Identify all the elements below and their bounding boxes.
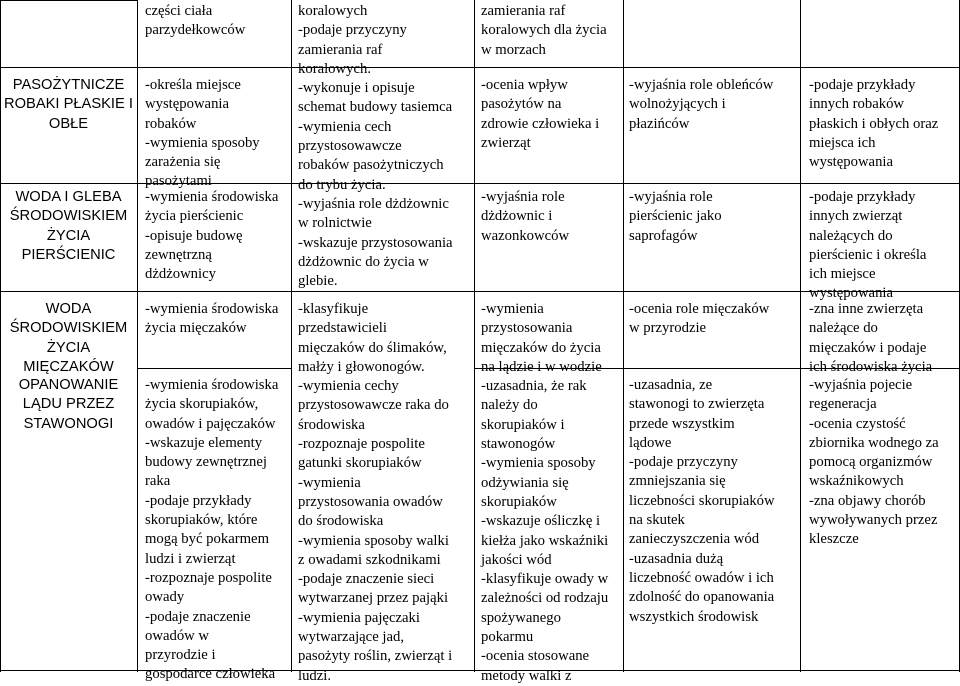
row-divider (137, 368, 291, 369)
cell-basic-requirements-cnidarians: części ciała parzydełkowców (145, 3, 246, 39)
cell-basic-requirements-annelids: -wymienia środowiska życia pierścienic -opisuje budowę zewnętrzną dżdżownicy (145, 189, 279, 283)
row-divider (0, 670, 960, 671)
column-divider (291, 0, 292, 672)
column-divider (800, 0, 801, 672)
cell-advanced-requirements-molluscs: -ocenia role mięczaków w przyrodzie (629, 301, 770, 337)
cell-basic-requirements-molluscs: -wymienia środowiska życia mięczaków (145, 301, 279, 337)
row-divider (0, 0, 137, 1)
cell-advanced-requirements-arthropods: -uzasadnia, ze stawonogi to zwierzęta przede wszystkim lądowe -podaje przyczyny zmniejszania się liczebności skorupiaków na skutek zanieczyszczenia wód -uzasadnia dużą liczebność owadów i ich zdolność do opanowania wszystkich środowisk (629, 377, 775, 625)
cell-extended-requirements-lower: -klasyfikuje przedstawicieli mięczaków do ślimaków, małży i głowonogów. -wymienia cechy przystosowawcze raka do środowiska -rozpoznaje pospolite gatunki skorupiaków -wymienia przystosowania owadów do środowiska -wymienia sposoby walki z owadami szkodnikami -podaje znaczenie sieci wytwarzanej przez pająki -wymienia pajęczaki wytwarzające jad, pasożyty roślin, zwierząt i ludzi. (298, 301, 453, 684)
cell-complementary-requirements-reefs: zamierania raf koralowych dla życia w morzach (481, 3, 607, 58)
cell-complementary-requirements-molluscs-arthropods: -wymienia przystosowania mięczaków do życia na lądzie i w wodzie -uzasadnia, że rak należy do skorupiaków i stawonogów -wymienia sposoby odżywiania się skorupiaków -wskazuje ośliczkę i kiełża jako wskaźniki jakości wód -klasyfikuje owady w zależności od rodzaju spożywanego pokarmu -ocenia stosowane metody walki z (481, 301, 609, 684)
cell-excellent-requirements-worms: -podaje przykłady innych robaków płaskich i obłych oraz miejsca ich występowania (809, 77, 939, 171)
cell-extended-requirements-upper: koralowych -podaje przyczyny zamierania raf koralowych. -wykonuje i opisuje schemat budowy tasiemca -wymienia cech przystosowawcze robaków pasożytniczych do trybu życia. -wyjaśnia role dżdżownic w rolnictwie -wskazuje przystosowania dżdżownic do życia w glebie. (298, 3, 453, 290)
cell-excellent-requirements-molluscs: -zna inne zwierzęta należące do mięczaków i podaje ich środowiska życia (809, 301, 933, 375)
cell-complementary-requirements-annelids: -wyjaśnia role dżdżownic i wazonkowców (481, 189, 570, 244)
row-divider (0, 183, 960, 184)
cell-basic-requirements-worms: -określa miejsce występowania robaków -wymienia sposoby zarażenia się pasożytami (145, 77, 260, 190)
cell-complementary-requirements-worms: -ocenia wpływ pasożytów na zdrowie człowieka i zwierząt (481, 77, 600, 151)
cell-excellent-requirements-annelids: -podaje przykłady innych zwierząt należących do pierścienic i określa ich miejsce występowania (809, 189, 927, 302)
column-divider (474, 0, 475, 672)
cell-advanced-requirements-annelids: -wyjaśnia role pierścienic jako saprofagów (629, 189, 722, 244)
cell-advanced-requirements-worms: -wyjaśnia role obleńców wolnożyjących i płazińców (629, 77, 774, 132)
column-divider (137, 0, 138, 672)
topic-arthropods: OPANOWANIE LĄDU PRZEZ STAWONOGI (18, 377, 119, 432)
topic-flatworms-roundworms: PASOŻYTNICZE ROBAKI PŁASKIE I OBŁE (4, 77, 133, 132)
column-divider (623, 0, 624, 672)
table-border-left (0, 0, 1, 672)
topic-molluscs: WODA ŚRODOWISKIEM ŻYCIA MIĘCZAKÓW (9, 301, 128, 375)
row-divider (0, 67, 960, 68)
topic-annelids: WODA I GLEBA ŚRODOWISKIEM ŻYCIA PIERŚCIENIC (9, 189, 128, 263)
cell-excellent-requirements-arthropods: -wyjaśnia pojecie regeneracja -ocenia czystość zbiornika wodnego za pomocą organizmów wskaźnikowych -zna objawy chorób wywoływanych przez kleszcze (809, 377, 939, 548)
cell-basic-requirements-arthropods: -wymienia środowiska życia skorupiaków, owadów i pajęczaków -wskazuje elementy budowy zewnętrznej raka -podaje przykłady skorupiaków, które mogą być pokarmem ludzi i zwierząt -rozpoznaje pospolite owady -podaje znaczenie owadów w przyrodzie i gospodarce człowieka (145, 377, 279, 683)
